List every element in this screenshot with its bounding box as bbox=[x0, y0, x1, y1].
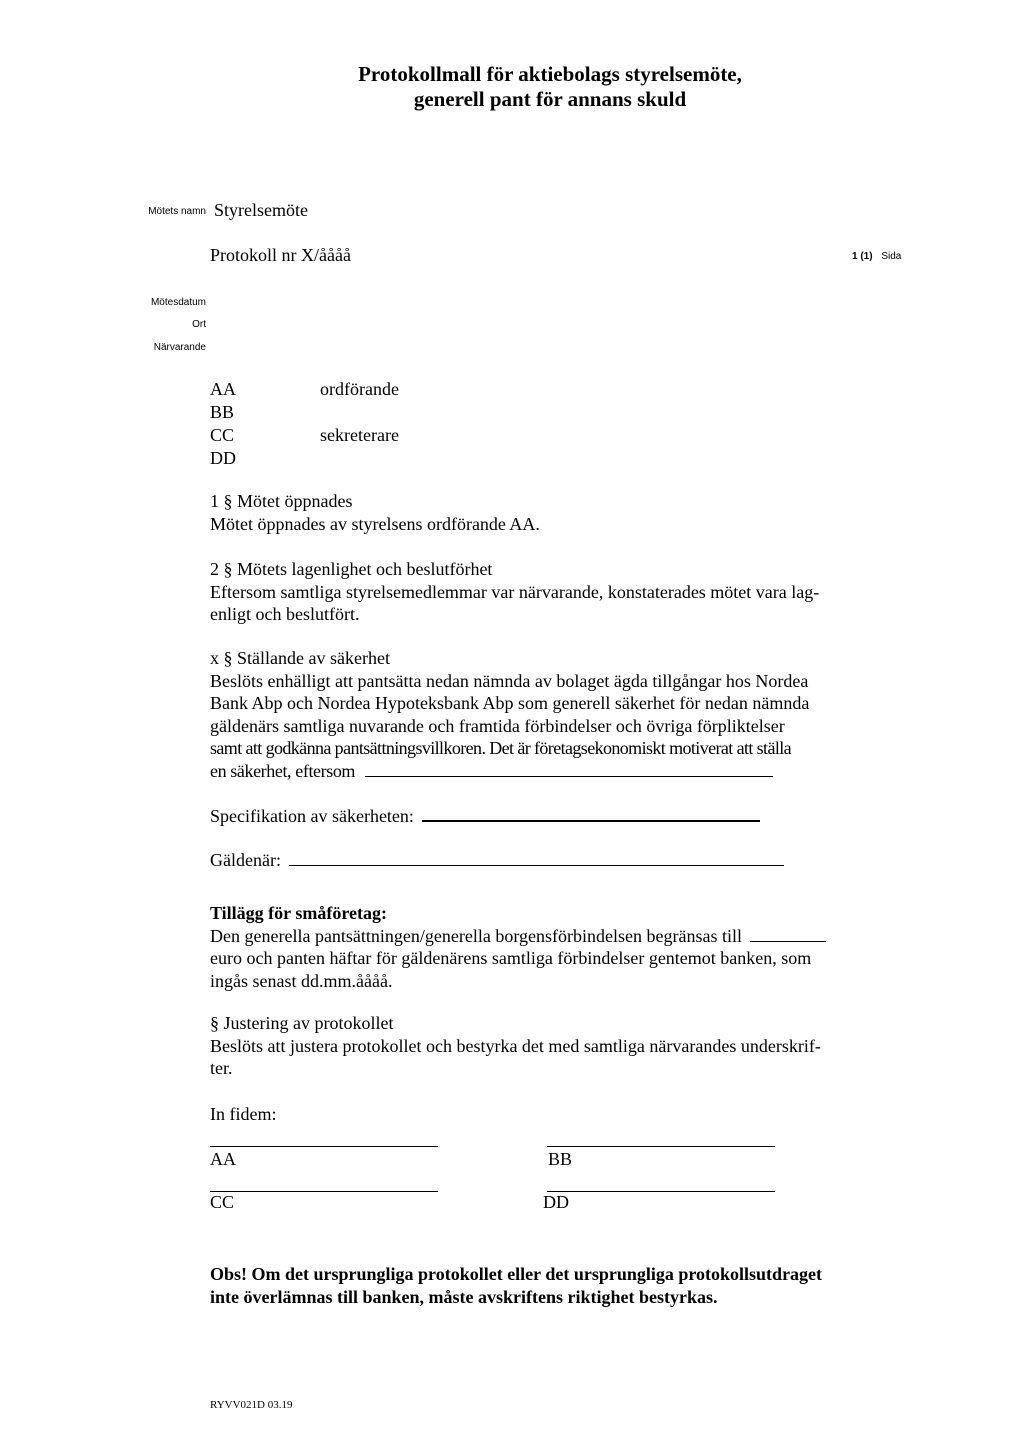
section-1 bbox=[210, 490, 915, 535]
signature-line-aa[interactable] bbox=[210, 1146, 438, 1147]
section-security-line: en säkerhet, eftersom bbox=[210, 760, 915, 783]
spec-field[interactable] bbox=[422, 804, 760, 822]
spec-row bbox=[210, 804, 760, 828]
section-security-line: gäldenärs samtliga nuvarande och framtida förbindelser och övriga förpliktelser bbox=[210, 715, 785, 736]
adjustment-line: ter. bbox=[210, 1058, 233, 1078]
limit-amount-field[interactable] bbox=[750, 925, 826, 942]
addon-line: euro och panten häftar för gäldenärens samtliga förbindelser gentemot banken, som bbox=[210, 948, 812, 968]
spec-label: Specifikation av säkerheten: bbox=[210, 806, 414, 826]
signature-name-dd: DD bbox=[543, 1192, 569, 1212]
page-indicator bbox=[852, 251, 901, 262]
attendee-row: CC sekreterare bbox=[210, 425, 399, 445]
signature-line-dd[interactable] bbox=[547, 1191, 775, 1192]
section-security-line: Beslöts enhälligt att pantsätta nedan nämnda av bolaget ägda tillgångar hos Nordea bbox=[210, 670, 809, 691]
signature-name-cc: CC bbox=[210, 1192, 235, 1212]
section-security bbox=[210, 647, 915, 782]
section-2-text-line: enligt och beslutfört. bbox=[210, 604, 360, 624]
place-label: Ort bbox=[192, 319, 206, 330]
debtor-row bbox=[210, 849, 784, 872]
attendee-row: BB bbox=[210, 402, 235, 422]
meeting-date-label: Mötesdatum bbox=[150, 297, 206, 308]
notice-line: inte överlämnas till banken, måste avskriftens riktighet bestyrkas. bbox=[210, 1286, 718, 1307]
attendee-list bbox=[210, 378, 399, 470]
small-business-addon bbox=[210, 902, 915, 992]
signature-name-bb: BB bbox=[548, 1149, 573, 1169]
addon-heading: Tillägg för småföretag: bbox=[210, 903, 387, 923]
in-fidem: In fidem: bbox=[210, 1104, 277, 1124]
debtor-field[interactable] bbox=[289, 849, 784, 866]
signature-line-cc[interactable] bbox=[210, 1191, 438, 1192]
section-2-heading: 2 § Mötets lagenlighet och beslutförhet bbox=[210, 559, 493, 579]
document-title bbox=[0, 62, 1024, 112]
debtor-label: Gäldenär: bbox=[210, 850, 281, 870]
section-security-heading: x § Ställande av säkerhet bbox=[210, 648, 390, 668]
section-2 bbox=[210, 558, 915, 626]
signature-name-aa: AA bbox=[210, 1149, 236, 1169]
meeting-name: Styrelsemöte bbox=[214, 200, 308, 220]
section-1-text: Mötet öppnades av styrelsens ordförande AA. bbox=[210, 513, 540, 534]
attendee-row: DD bbox=[210, 448, 236, 468]
page-label: Sida bbox=[881, 251, 902, 262]
reason-field[interactable] bbox=[365, 760, 773, 777]
notice-line: Obs! Om det ursprungliga protokollet eller det ursprungliga protokollsutdraget bbox=[210, 1264, 823, 1284]
protocol-number: Protokoll nr X/åååå bbox=[210, 245, 351, 265]
title-line-2: generell pant för annans skuld bbox=[413, 87, 687, 111]
footer-code: RYVV021D 03.19 bbox=[210, 1399, 293, 1411]
attendee-row: AA ordförande bbox=[210, 379, 399, 399]
section-adjustment bbox=[210, 1012, 915, 1080]
adjustment-line: Beslöts att justera protokollet och bestyrka det med samtliga närvarandes underskrif- bbox=[210, 1035, 821, 1056]
title-line-1: Protokollmall för aktiebolags styrelsemöte, bbox=[358, 62, 742, 86]
section-2-text-line: Eftersom samtliga styrelsemedlemmar var närvarande, konstaterades mötet vara lag- bbox=[210, 581, 820, 602]
section-security-line: Bank Abp och Nordea Hypoteksbank Abp som generell säkerhet för nedan nämnda bbox=[210, 693, 810, 713]
page-number: 1 (1) bbox=[852, 251, 873, 262]
notice bbox=[210, 1263, 915, 1308]
present-label: Närvarande bbox=[153, 342, 206, 353]
section-security-line: samt att godkänna pantsättningsvillkoren. Det är företagsekonomiskt motiverat att ställa bbox=[210, 738, 792, 758]
signature-line-bb[interactable] bbox=[547, 1146, 775, 1147]
meeting-name-label: Mötets namn bbox=[148, 206, 206, 217]
section-1-heading: 1 § Mötet öppnades bbox=[210, 491, 353, 511]
adjustment-heading: § Justering av protokollet bbox=[210, 1013, 394, 1033]
addon-line: Den generella pantsättningen/generella borgensförbindelsen begränsas till bbox=[210, 925, 915, 948]
addon-line: ingås senast dd.mm.åååå. bbox=[210, 970, 393, 991]
